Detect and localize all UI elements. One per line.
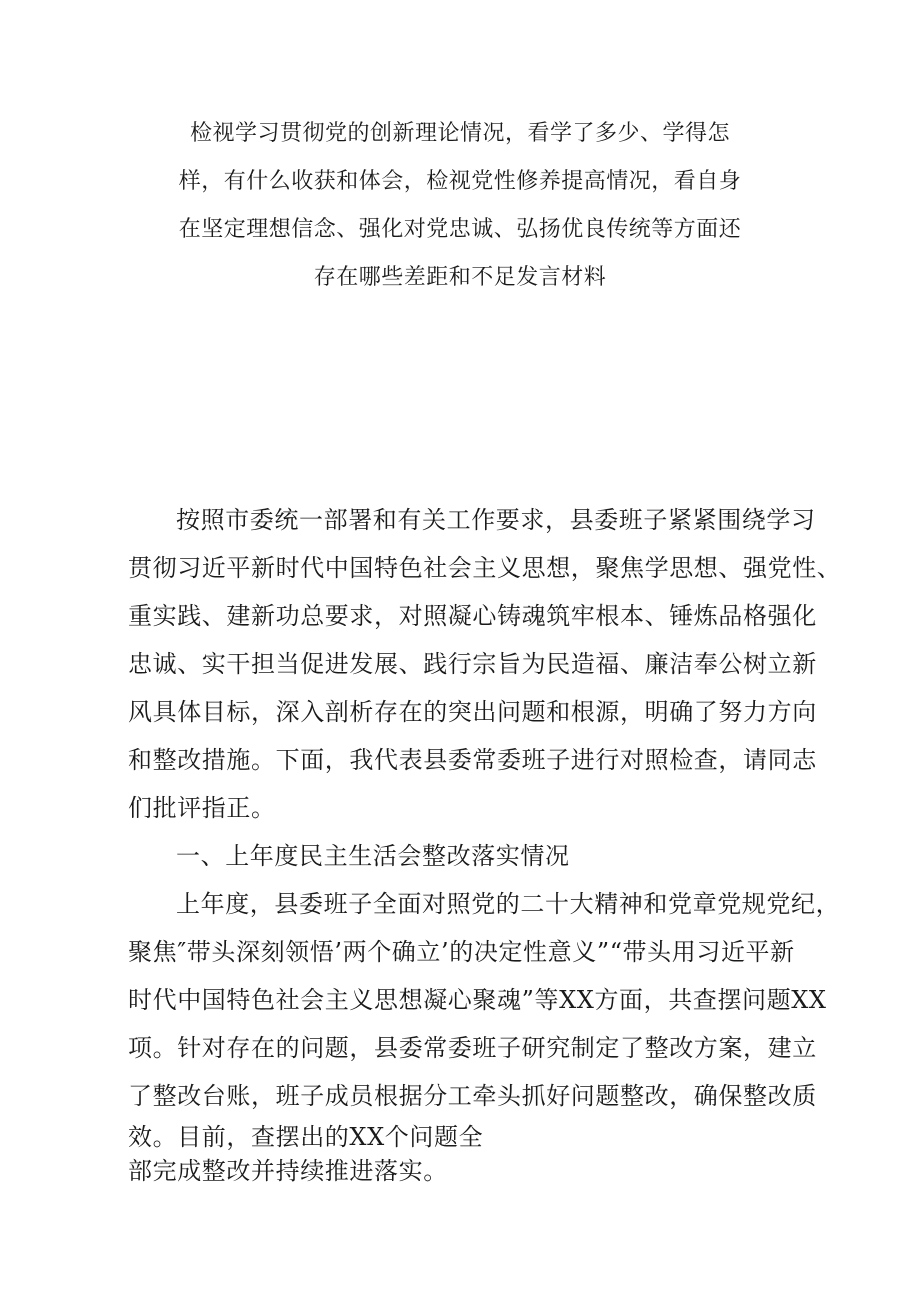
title-line: 检视学习贯彻党的创新理论情况，看学了多少、学得怎 <box>189 121 730 146</box>
title-line: 存在哪些差距和不足发言材料 <box>313 265 607 290</box>
paragraph-1-line: 贯彻习近平新时代中国特色社会主义思想，聚焦学思想、强党性、 <box>128 554 842 582</box>
paragraph-1-line: 重实践、建新功总要求，对照凝心铸魂筑牢根本、锤炼品格强化 <box>128 602 817 630</box>
paragraph-2-line: 了整改台账，班子成员根据分工牵头抓好问题整改，确保整改质 <box>128 1082 817 1110</box>
paragraph-2-line: 上年度，县委班子全面对照党的二十大精神和党章党规党纪， <box>176 890 841 918</box>
document-body <box>128 496 842 1188</box>
title-line: 样，有什么收获和体会，检视党性修养提高情况，看自身 <box>178 169 742 194</box>
section-heading-1: 一、上年度民主生活会整改落实情况 <box>176 842 570 870</box>
paragraph-1-line: 风具体目标，深入剖析存在的突出问题和根源，明确了努力方向 <box>128 698 817 726</box>
paragraph-2-line: 时代中国特色社会主义思想凝心聚魂”等XX方面，共查摆问题XX <box>128 986 827 1014</box>
title-line: 在坚定理想信念、强化对党忠诚、弘扬优良传统等方面还 <box>178 217 742 242</box>
paragraph-1-line: 和整改措施。下面，我代表县委常委班子进行对照检查，请同志 <box>128 746 817 774</box>
paragraph-2-line: 项。针对存在的问题，县委常委班子研究制定了整改方案，建立 <box>128 1034 817 1062</box>
document-title <box>0 110 920 302</box>
paragraph-1-line: 按照市委统一部署和有关工作要求，县委班子紧紧围绕学习 <box>176 506 816 534</box>
paragraph-2-line: 效。目前，查摆出的XX个问题全 <box>128 1123 484 1151</box>
paragraph-1-line: 忠诚、实干担当促进发展、践行宗旨为民造福、廉洁奉公树立新 <box>128 650 817 678</box>
paragraph-2-line: 聚焦″带头深刻领悟’两个确立’的决定性意义”“带头用习近平新 <box>128 938 795 966</box>
paragraph-2-line: 部完成整改并持续推进落实。 <box>128 1157 448 1185</box>
paragraph-1-line: 们批评指正。 <box>128 794 276 822</box>
